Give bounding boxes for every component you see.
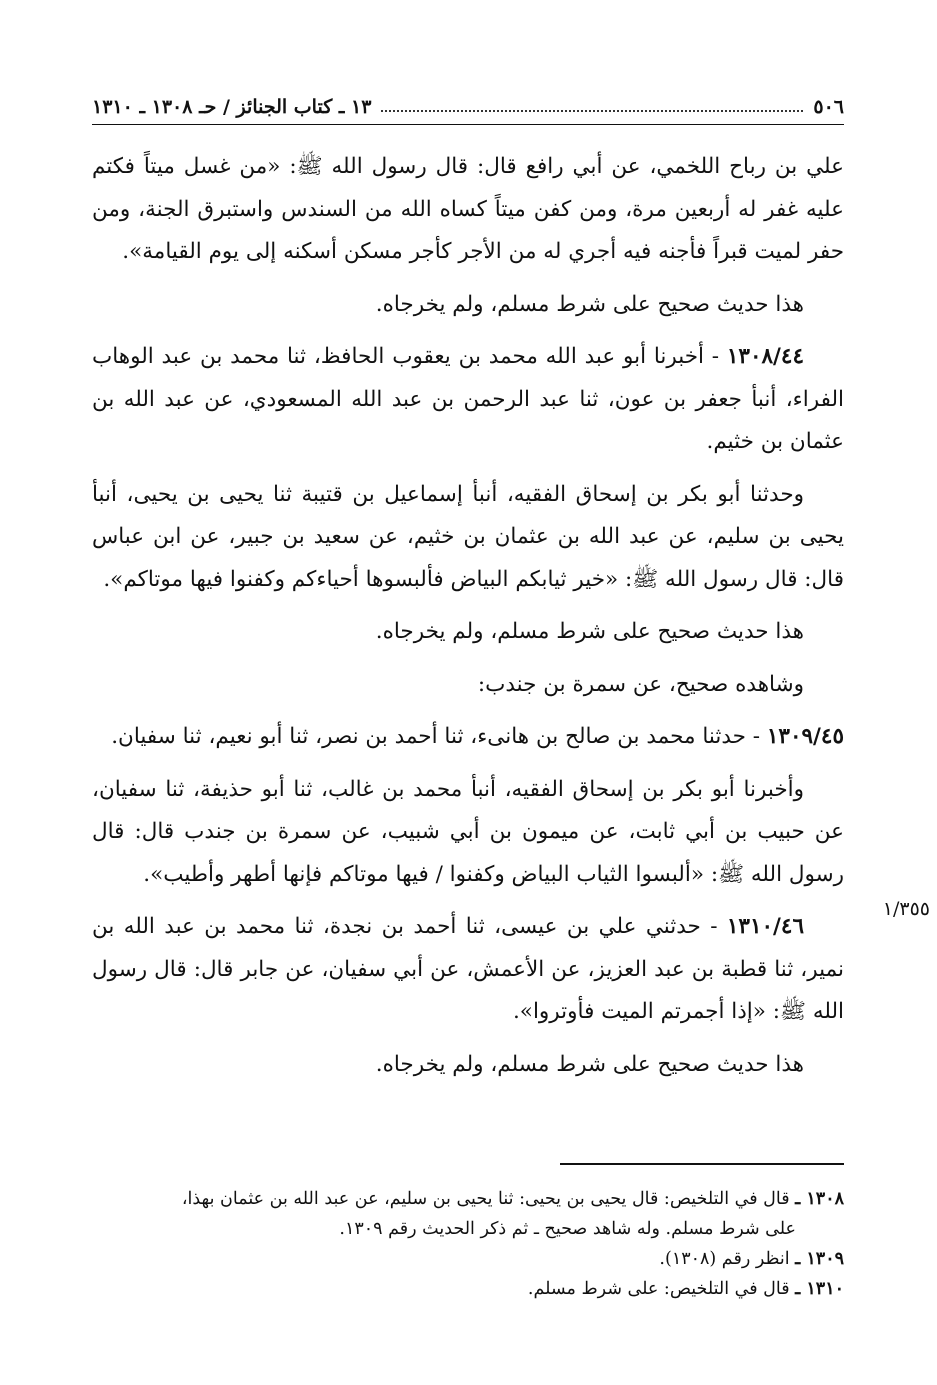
running-title: ١٣ ـ كتاب الجنائز / حـ ١٣٠٨ ـ ١٣١٠ (92, 96, 372, 118)
hadith-entry-1308: ١٣٠٨/٤٤ - أخبرنا أبو عبد الله محمد بن يعقوب الحافظ، ثنا محمد بن عبد الوهاب الفراء، أنبأ جعفر بن عون، ثنا عبد الرحمن بن عبد الله المسعودي، عن عبد الله بن عثمان بن خثيم. (92, 344, 844, 454)
paragraph: وأخبرنا أبو بكر بن إسحاق الفقيه، أنبأ محمد بن غالب، ثنا أبو حذيفة، ثنا سفيان، عن حبيب بن أبي ثابت، عن ميمون بن أبي شبيب، عن سمرة بن جندب قال: قال رسول الله ﷺ: «ألبسوا الثياب البياض وكفنوا / فيها موتاكم فإنها أطهر وأطيب». (92, 776, 844, 887)
footnote-1308: ١٣٠٨ ـ قال في التلخيص: قال يحيى بن يحيى: ثنا يحيى بن سليم، عن عبد الله بن عثمان بهذا، (181, 1189, 844, 1209)
footnote-1310: ١٣١٠ ـ قال في التلخيص: على شرط مسلم. (527, 1279, 844, 1299)
paragraph: هذا حديث صحيح على شرط مسلم، ولم يخرجاه. (375, 1051, 804, 1077)
footnotes (92, 1184, 844, 1304)
main-text (92, 146, 844, 1096)
paragraph: وشاهده صحيح، عن سمرة بن جندب: (477, 671, 804, 697)
paragraph: هذا حديث صحيح على شرط مسلم، ولم يخرجاه. (375, 291, 804, 317)
paragraph: علي بن رباح اللخمي، عن أبي رافع قال: قال رسول الله ﷺ: «من غسل ميتاً فكتم عليه غفر له أربعين مرة، ومن كفن ميتاً كساه الله من السندس واستبرق الجنة، ومن حفر لميت قبراً فأجنه فيه أجري له من الأجر كأجر مسكن أسكنه إلى يوم القيامة». (92, 154, 844, 264)
hadith-number: ١٣١٠/٤٦ (726, 914, 804, 939)
footnote-continuation: على شرط مسلم. وله شاهد صحيح ـ ثم ذكر الحديث رقم ١٣٠٩. (339, 1219, 796, 1239)
hadith-entry-1309: ١٣٠٩/٤٥ - حدثنا محمد بن صالح بن هانىء، ثنا أحمد بن نصر، ثنا أبو نعيم، ثنا سفيان. (111, 724, 844, 749)
footnote-divider (560, 1163, 844, 1165)
paragraph: هذا حديث صحيح على شرط مسلم، ولم يخرجاه. (375, 619, 804, 644)
header-dot-leader (381, 110, 803, 112)
paragraph: وحدثنا أبو بكر بن إسحاق الفقيه، أنبأ إسماعيل بن قتيبة ثنا يحيى بن يحيى، أنبأ يحيى بن سليم، عن عبد الله بن عثمان بن خثيم، عن سعيد بن جبير، عن ابن عباس قال: قال رسول الله ﷺ: «خير ثيابكم البياض فألبسوها أحياءكم وكفنوا فيها موتاكم». (92, 481, 844, 592)
running-header (92, 90, 844, 125)
margin-reference: ١/٣٥٥ (882, 898, 930, 920)
hadith-entry-1310: ١٣١٠/٤٦ - حدثني علي بن عيسى، ثنا أحمد بن نجدة، ثنا محمد بن عبد الله بن نمير، ثنا قطبة بن عبد العزيز، عن الأعمش، عن أبي سفيان، عن جابر قال: قال رسول الله ﷺ: «إذا أجمرتم الميت فأوتروا». (92, 914, 844, 1024)
hadith-number: ١٣٠٩/٤٥ (766, 724, 844, 749)
hadith-number: ١٣٠٨/٤٤ (726, 344, 804, 369)
page-number: ٥٠٦ (813, 96, 844, 118)
footnote-1309: ١٣٠٩ ـ انظر رقم (١٣٠٨). (659, 1249, 844, 1269)
